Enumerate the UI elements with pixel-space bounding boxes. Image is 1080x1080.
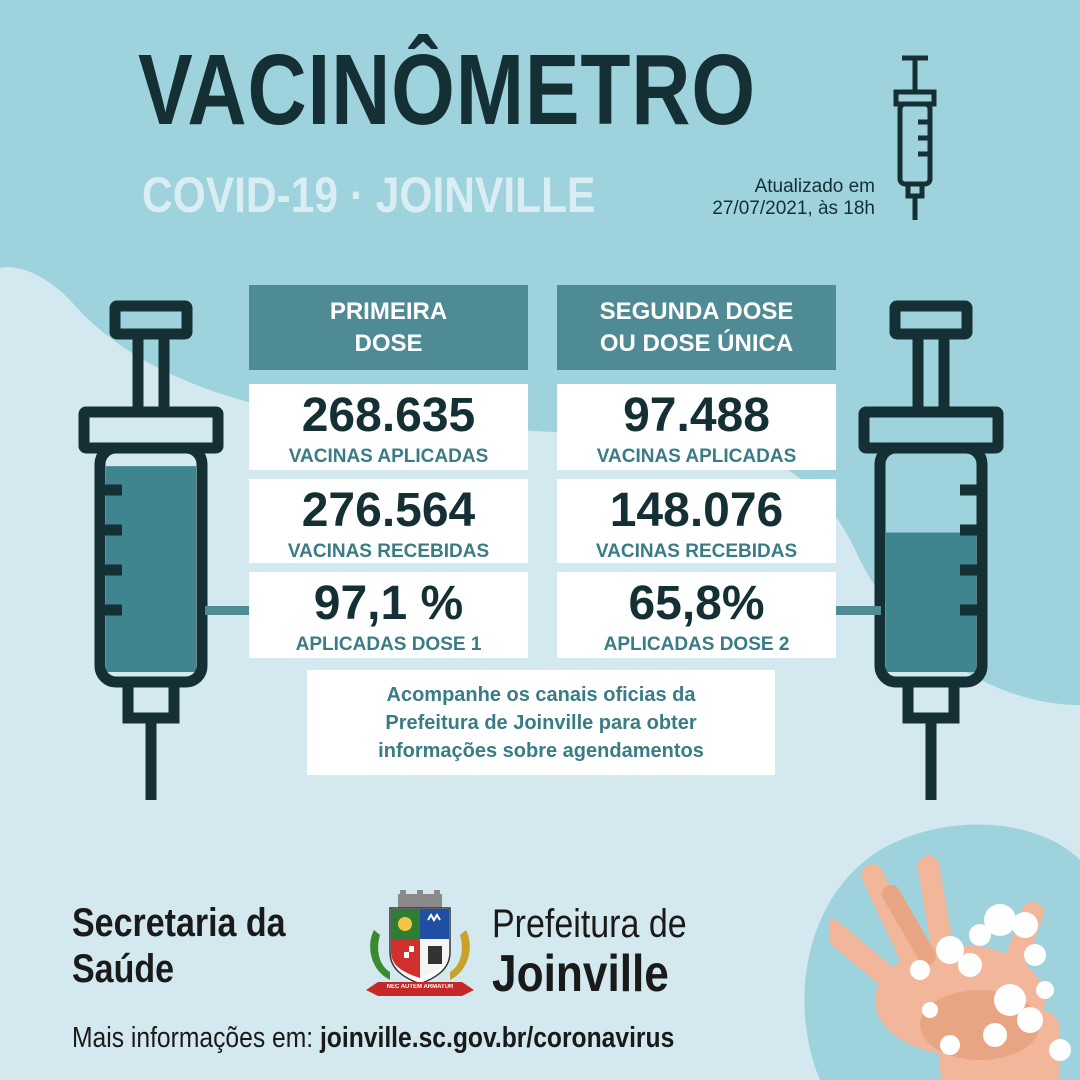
page-subtitle: COVID-19 · JOINVILLE [142, 167, 596, 223]
first-dose-percent-value: 97,1 % [313, 577, 464, 630]
more-info-label: Mais informações em: [72, 1022, 314, 1054]
secretaria-saude-logo: Secretaria da Saúde [72, 901, 286, 991]
first-dose-percent-label: APLICADAS DOSE 1 [295, 634, 482, 655]
second-dose-percent-label: APLICADAS DOSE 2 [603, 634, 790, 655]
syringe-title-icon [888, 50, 948, 225]
first-dose-applied-value: 268.635 [301, 389, 476, 442]
column-heading-second-dose: SEGUNDA DOSE OU DOSE ÚNICA [557, 285, 836, 370]
syringe-left-icon [70, 300, 240, 810]
first-dose-received-value: 276.564 [301, 484, 476, 537]
second-dose-applied-value: 97.488 [623, 389, 770, 442]
syringe-right-liquid [886, 533, 976, 672]
syringe-right-icon [850, 300, 1020, 810]
column-heading-first-dose: PRIMEIRA DOSE [249, 285, 528, 370]
second-dose-applied-label: VACINAS APLICADAS [596, 446, 797, 467]
second-dose-received-value: 148.076 [609, 484, 784, 537]
info-box: Acompanhe os canais oficias da Prefeitura de Joinville para obter informações sobre agendamentos [307, 670, 775, 775]
first-dose-received-label: VACINAS RECEBIDAS [287, 541, 490, 562]
second-dose-percent-card [557, 572, 836, 658]
first-dose-applied-label: VACINAS APLICADAS [288, 446, 489, 467]
second-dose-percent-value: 65,8% [628, 577, 765, 630]
page-title: VACINÔMETRO [138, 34, 756, 146]
hands-washing-icon [830, 850, 1080, 1080]
syringe-left-connector [205, 606, 250, 615]
prefeitura-logo-line1: Prefeitura de [492, 902, 687, 946]
prefeitura-logo-line2: Joinville [492, 945, 669, 1003]
updated-timestamp: Atualizado em 27/07/2021, às 18h [712, 176, 875, 219]
coat-of-arms-motto: NEC AUTEM ARMATUR [386, 984, 454, 990]
first-dose-applied-card [249, 384, 528, 470]
more-info-footer [72, 1024, 674, 1053]
first-dose-percent-card [249, 572, 528, 658]
second-dose-received-label: VACINAS RECEBIDAS [595, 541, 798, 562]
second-dose-applied-card [557, 384, 836, 470]
syringe-right-connector [836, 606, 881, 615]
first-dose-received-card [249, 479, 528, 563]
second-dose-received-card [557, 479, 836, 563]
more-info-link[interactable]: joinville.sc.gov.br/coronavirus [319, 1022, 675, 1054]
